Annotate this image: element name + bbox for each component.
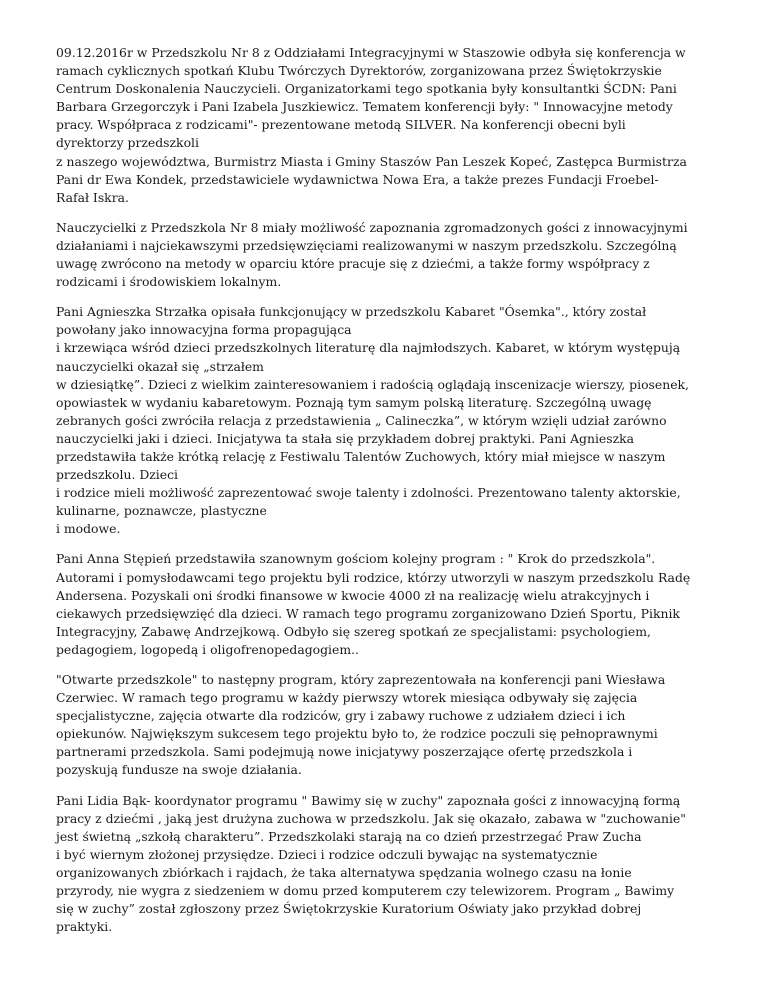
- text-line: w dziesiątkę”. Dzieci z wielkim zainteresowaniem i radością oglądają inscenizacje wierszy, piosenek,: [56, 376, 689, 392]
- text-line: pozyskują fundusze na swoje działania.: [56, 762, 302, 778]
- text-line: pracy. Współpraca z rodzicami"- prezentowane metodą SILVER. Na konferencji obecni byli: [56, 117, 626, 133]
- text-line: opiekunów. Największym sukcesem tego projektu było to, że rodzice poczuli się pełnoprawnymi: [56, 726, 658, 742]
- text-line: Andersena. Pozyskali oni środki finansowe w kwocie 4000 zł na realizację wielu atrakcyjnych i: [56, 587, 650, 603]
- paragraph-teachers-presentation: [56, 219, 716, 291]
- text-line: jest świetną „szkołą charakteru”. Przedszkolaki starają na co dzień przestrzegać Praw Zucha: [56, 828, 642, 844]
- paragraph-conference-intro: [56, 44, 716, 207]
- text-line: Pani Anna Stępień przedstawiła szanownym gościom kolejny program : " Krok do przedszkola".: [56, 551, 656, 567]
- text-line: przedstawiła także krótką relację z Festiwalu Talentów Zuchowych, który miał miejsce w naszym: [56, 448, 666, 464]
- text-line: dyrektorzy przedszkoli: [56, 135, 199, 151]
- text-line: ramach cyklicznych spotkań Klubu Twórczych Dyrektorów, zorganizowana przez Świętokrzyskie: [56, 63, 662, 79]
- text-line: się w zuchy” został zgłoszony przez Świętokrzyskie Kuratorium Oświaty jako przykład dobrej: [56, 901, 642, 917]
- text-line: uwagę zwrócono na metody w oparciu które pracuje się z dziećmi, a także formy współpracy z: [56, 256, 650, 272]
- text-line: praktyki.: [56, 919, 113, 935]
- text-line: Czerwiec. W ramach tego programu w każdy pierwszy wtorek miesiąca odbywały się zajęcia: [56, 690, 638, 706]
- text-line: Pani Lidia Bąk- koordynator programu " Bawimy się w zuchy" zapoznała gości z innowacyjną formą: [56, 792, 681, 808]
- text-line: przyrody, nie wygra z siedzeniem w domu przed komputerem czy telewizorem. Program „ Bawimy: [56, 883, 675, 899]
- text-line: powołany jako innowacyjna forma propagująca: [56, 322, 352, 338]
- paragraph-kabaret-osemka: [56, 303, 716, 538]
- text-line: działaniami i najciekawszymi przedsięwzięciami realizowanymi w naszym przedszkolu. Szczególną: [56, 237, 677, 253]
- text-line: rodzicami i środowiskiem lokalnym.: [56, 274, 282, 290]
- text-line: i rodzice mieli możliwość zaprezentować swoje talenty i zdolności. Prezentowano talenty aktorskie,: [56, 485, 681, 501]
- paragraph-otwarte-przedszkole: [56, 671, 716, 780]
- text-line: pedagogiem, logopedą i oligofrenopedagogiem..: [56, 641, 359, 657]
- text-line: i być wiernym złożonej przysiędze. Dzieci i rodzice odczuli bywając na systematycznie: [56, 846, 598, 862]
- text-line: Centrum Doskonalenia Nauczycieli. Organizatorkami tego spotkania były konsultantki ŚCDN: Pani: [56, 81, 677, 97]
- text-line: Nauczycielki z Przedszkola Nr 8 miały możliwość zapoznania zgromadzonych gości z innowacyjnymi: [56, 219, 688, 235]
- text-line: pracy z dziećmi , jaką jest drużyna zuchowa w przedszkolu. Jak się okazało, zabawa w "zuchowanie": [56, 810, 686, 826]
- text-line: 09.12.2016r w Przedszkolu Nr 8 z Oddziałami Integracyjnymi w Staszowie odbyła się konferencja w: [56, 45, 686, 60]
- text-line: nauczycielki okazał się „strzałem: [56, 358, 264, 374]
- text-line: partnerami przedszkola. Sami podejmują nowe inicjatywy poszerzające ofertę przedszkola i: [56, 744, 633, 760]
- text-line: Pani dr Ewa Kondek, przedstawiciele wydawnictwa Nowa Era, a także prezes Fundacji Froebel-: [56, 171, 659, 187]
- text-line: organizowanych zbiórkach i rajdach, że taka alternatywa spędzania wolnego czasu na łonie: [56, 864, 632, 880]
- text-line: specjalistyczne, zajęcia otwarte dla rodziców, gry i zabawy ruchowe z udziałem dzieci i ich: [56, 708, 626, 724]
- text-line: przedszkolu. Dzieci: [56, 467, 178, 483]
- text-line: zebranych gości zwróciła relacja z przedstawienia „ Calineczka”, w którym wzięli udział zarówno: [56, 412, 667, 428]
- paragraph-krok-do-przedszkola: [56, 550, 716, 659]
- text-line: "Otwarte przedszkole" to następny program, który zaprezentowała na konferencji pani Wiesława: [56, 672, 666, 687]
- text-line: Integracyjny, Zabawę Andrzejkową. Odbyło się szereg spotkań ze specjalistami: psychologiem,: [56, 623, 651, 639]
- text-line: i modowe.: [56, 521, 121, 537]
- text-line: kulinarne, poznawcze, plastyczne: [56, 503, 267, 519]
- text-line: Pani Agnieszka Strzałka opisała funkcjonujący w przedszkolu Kabaret "Ósemka"., który został: [56, 304, 647, 320]
- text-line: opowiastek w wydaniu kabaretowym. Poznają tym samym polską literaturę. Szczególną uwagę: [56, 394, 652, 410]
- text-line: Autorami i pomysłodawcami tego projektu byli rodzice, którzy utworzyli w naszym przedszkolu Radę: [56, 569, 691, 585]
- paragraph-bawimy-sie-w-zuchy: [56, 792, 716, 937]
- text-line: ciekawych przedsięwzięć dla dzieci. W ramach tego programu zorganizowano Dzień Sportu, Piknik: [56, 605, 680, 621]
- text-line: z naszego województwa, Burmistrz Miasta i Gminy Staszów Pan Leszek Kopeć, Zastępca Burmistrza: [56, 153, 687, 169]
- text-line: nauczycielki jaki i dzieci. Inicjatywa ta stała się przykładem dobrej praktyki. Pani Agnieszka: [56, 430, 635, 446]
- text-line: Barbara Grzegorczyk i Pani Izabela Juszkiewicz. Tematem konferencji były: " Innowacyjne metody: [56, 99, 673, 115]
- document-body: [56, 44, 716, 948]
- text-line: Rafał Iskra.: [56, 189, 129, 205]
- text-line: i krzewiąca wśród dzieci przedszkolnych literaturę dla najmłodszych. Kabaret, w którym występują: [56, 340, 681, 356]
